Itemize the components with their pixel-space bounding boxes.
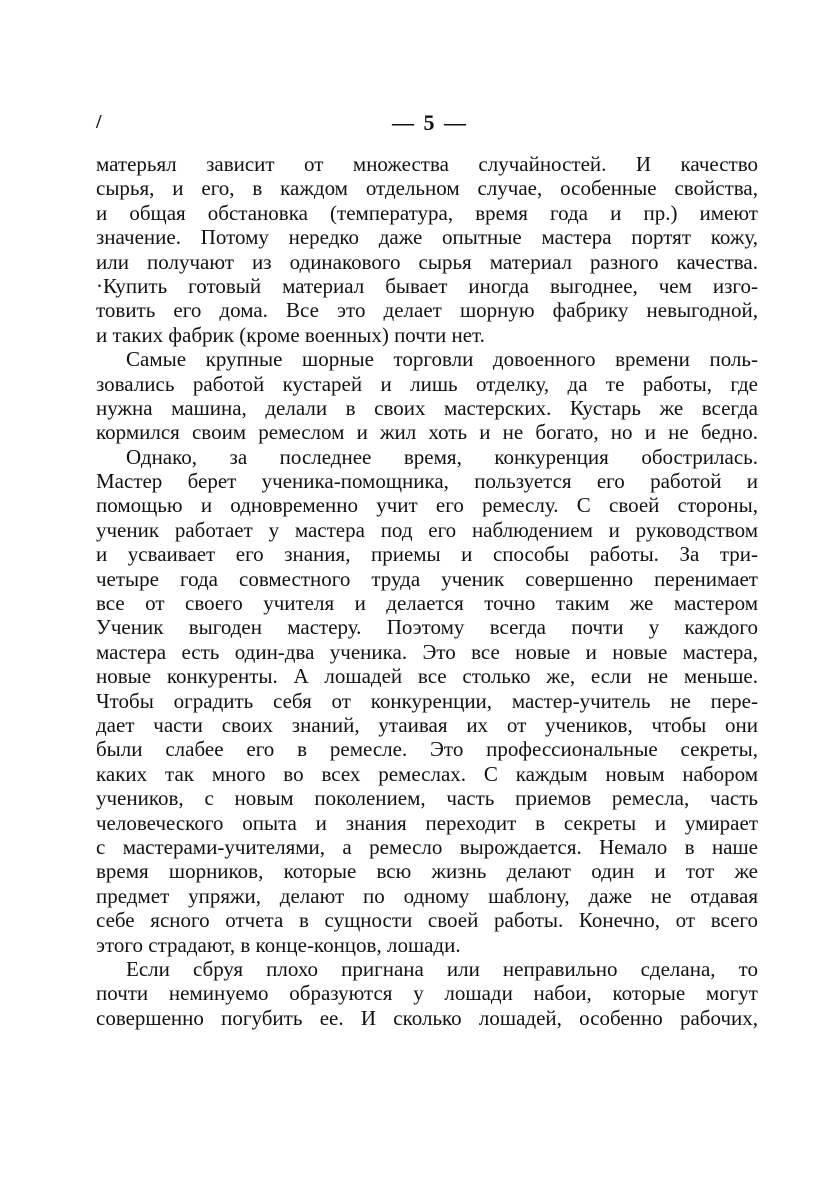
text-line: учеников, с новым поколением, часть приемов ремесла, часть — [96, 786, 758, 811]
text-line: матерьял зависит от множества случайностей. И качество — [96, 152, 758, 176]
text-line: зовались работой кустарей и лишь отделку, да те работы, где — [96, 371, 758, 396]
text-line: помощью и одновременно учит его ремеслу. С своей стороны, — [96, 493, 758, 518]
text-line: кормился своим ремеслом и жил хоть и не богато, но и не бедно. — [96, 420, 758, 445]
text-line: и общая обстановка (температура, время года и пр.) имеют — [96, 200, 758, 225]
text-line: мастера есть один-два ученика. Это все новые и новые мастера, — [96, 639, 758, 664]
text-line: новые конкуренты. А лошадей все столько же, если не меньше. — [96, 664, 758, 689]
text-line: ·Купить готовый материал бывает иногда выгоднее, чем изго- — [96, 273, 758, 298]
text-line: себе ясного отчета в сущности своей работы. Конечно, от всего — [96, 908, 758, 933]
paragraph-first-line: Если сбруя плохо пригнана или неправильно сделана, то — [126, 956, 758, 981]
text-line: Ученик выгоден мастеру. Поэтому всегда почти у каждого — [96, 615, 758, 640]
text-line: ученик работает у мастера под его наблюдением и руководством — [96, 517, 758, 542]
text-line: товить его дома. Все это делает шорную фабрику невыгодной, — [96, 298, 758, 323]
text-line: каких так много во всех ремеслах. С каждым новым набором — [96, 761, 758, 786]
text-line: человеческого опыта и знания переходит в секреты и умирает — [96, 810, 758, 835]
paragraph-first-line: Однако, за последнее время, конкуренция обострилась. — [126, 444, 758, 469]
text-line: четыре года совместного труда ученик совершенно перенимает — [96, 566, 758, 591]
text-line: этого страдают, в конце-концов, лошади. — [96, 932, 461, 957]
text-line: сырья, и его, в каждом отдельном случае, особенные свойства, — [96, 176, 758, 201]
text-line: нужна машина, делали в своих мастерских. Кустарь же всегда — [96, 395, 758, 420]
body-text — [96, 152, 758, 1030]
text-line: предмет упряжи, делают по одному шаблону, даже не отдавая — [96, 883, 758, 908]
text-line: с мастерами-учителями, а ремесло вырождается. Немало в наше — [96, 834, 758, 859]
text-line: почти неминуемо образуются у лошади набои, которые могут — [96, 981, 758, 1006]
text-line: совершенно погубить ее. И сколько лошадей, особенно рабочих, — [96, 1005, 758, 1030]
text-line: Мастер берет ученика-помощника, пользуется его работой и — [96, 469, 758, 494]
text-line: или получают из одинакового сырья материал разного качества. — [96, 249, 758, 274]
text-line: были слабее его в ремесле. Это профессиональные секреты, — [96, 737, 758, 762]
text-line: и таких фабрик (кроме военных) почти нет. — [96, 322, 485, 347]
text-line: все от своего учителя и делается точно таким же мастером — [96, 591, 758, 616]
text-line: Чтобы оградить себя от конкуренции, мастер-учитель не пере- — [96, 688, 758, 713]
text-line: и усваивает его знания, приемы и способы работы. За три- — [96, 542, 758, 567]
page-number: — 5 — — [392, 110, 468, 135]
text-line: значение. Потому нередко даже опытные мастера портят кожу, — [96, 225, 758, 250]
text-line: время шорников, которые всю жизнь делают один и тот же — [96, 859, 758, 884]
paragraph-first-line: Самые крупные шорные торговли довоенного времени поль- — [126, 347, 758, 372]
stray-mark: / — [96, 111, 102, 133]
text-line: дает части своих знаний, утаивая их от учеников, чтобы они — [96, 712, 758, 737]
